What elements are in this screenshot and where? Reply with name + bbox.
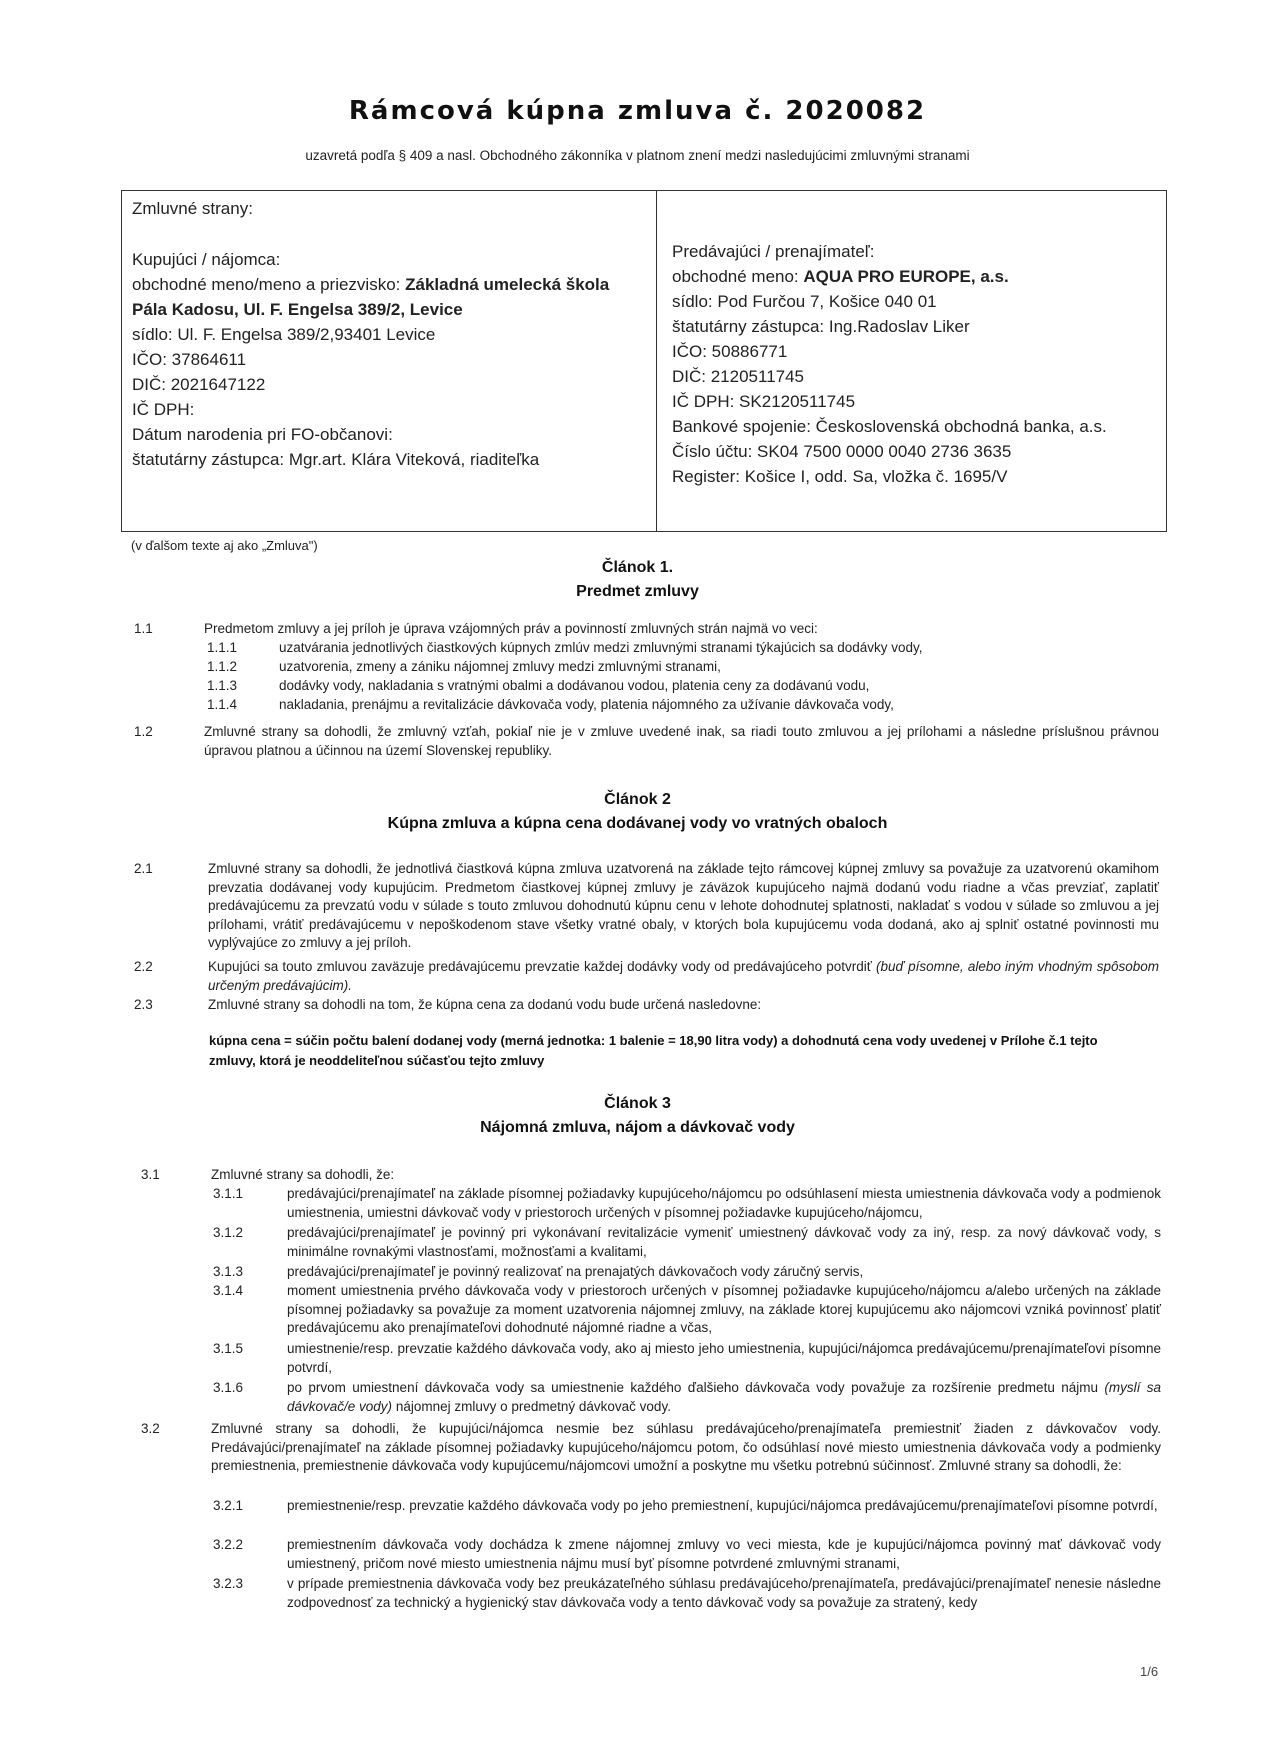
sub-clause-number: 3.2.3 <box>213 1576 244 1591</box>
buyer-ic-dph: IČ DPH: <box>132 400 195 419</box>
sub-clause-1-1-4 <box>207 696 1144 716</box>
sub-clause-text-end: nájomnej zmluvy o predmetný dávkovač vody. <box>392 1398 671 1414</box>
sub-clause-number: 1.1.1 <box>207 640 238 655</box>
buyer-role: Kupujúci / nájomca: <box>132 250 281 269</box>
zmluva-note: (v ďalšom texte aj ako „Zmluva") <box>131 538 318 553</box>
clause-number: 2.1 <box>134 861 153 876</box>
sub-clause-number: 3.1.4 <box>213 1283 244 1298</box>
buyer-block <box>132 247 642 472</box>
buyer-seat: sídlo: Ul. F. Engelsa 389/2,93401 Levice <box>132 325 436 344</box>
sub-clause-text: predávajúci/prenajímateľ je povinný pri vykonávaní revitalizácie vymeniť umiestnený dávkovač vody za iný, resp. za nový dávkovač vody, s minimálne rovnakými vlastnosťami, možnosťami a kvalitami, <box>287 1225 1161 1259</box>
clause-number: 2.3 <box>134 997 153 1012</box>
seller-seat: sídlo: Pod Furčou 7, Košice 040 01 <box>672 292 937 311</box>
parties-table <box>121 190 1167 532</box>
price-formula: kúpna cena = súčin počtu balení dodanej vody (merná jednotka: 1 balenie = 18,90 litra vody) a dohodnutá cena vody uvedenej v Prílohe č.1 tejto zmluvy, ktorá je neoddeliteľnou súčasťou tejto zmluvy <box>209 1033 1098 1068</box>
sub-clause-text: dodávky vody, nakladania s vratnými obalmi a dodávanou vodou, platenia ceny za dodávanú vodu, <box>279 678 870 693</box>
sub-clause-number: 1.1.4 <box>207 697 238 712</box>
sub-clause-3-1-6 <box>213 1379 1161 1417</box>
clause-number: 3.2 <box>141 1421 160 1436</box>
sub-clause-number: 1.1.2 <box>207 659 238 674</box>
buyer-name-line-2 <box>132 297 642 322</box>
sub-clause-3-1-4 <box>213 1282 1161 1340</box>
sub-clause-text: v prípade premiestnenia dávkovača vody bez preukázateľného súhlasu predávajúceho/prenajímateľa, predávajúci/prenajímateľ nenesie následne zodpovednosť za technický a hygienický stav dávkovača vody a tento dávkovač vody sa považuje za stratený, kedy <box>287 1576 1161 1610</box>
clause-text-main: Kupujúci sa touto zmluvou zaväzuje predávajúcemu prevzatie každej dodávky vody od predávajúceho potvrdiť <box>208 959 877 974</box>
sub-clause-3-2-2 <box>213 1536 1161 1574</box>
seller-block <box>672 239 1162 489</box>
sub-clause-text: moment umiestnenia prvého dávkovača vody v priestoroch určených v písomnej požiadavke kupujúceho/nájomcu a/alebo určených na základe písomnej požiadavky sa považuje za moment uzatvorenia nájomnej zmluvy, na základe ktorej kupujúcemu ako nájomcovi vzniká povinnosť platiť predávajúcemu ako prenajímateľovi dohodnuté nájomné riadne a včas, <box>287 1283 1161 1335</box>
sub-clause-text: nakladania, prenájmu a revitalizácie dávkovača vody, platenia nájomného za užívanie dávkovača vody, <box>279 697 894 712</box>
clause-text <box>208 958 1159 995</box>
clause-number: 2.2 <box>134 959 153 974</box>
clause-text: Zmluvné strany sa dohodli, že kupujúci/nájomca nesmie bez súhlasu predávajúceho/prenajímateľa premiestniť žiaden z dávkovačov vody. Predávajúci/prenajímateľ na základe písomnej požiadavky kupujúceho/nájomcu potom, čo odsúhlasí nové miesto umiestnenia dávkovača vody a podmienky premiestnenia, premiestnenie dávkovača vody kupujúcemu/nájomcovi umožní a poskytne mu všetku potrebnú súčinnosť. Zmluvné strany sa dohodli, že: <box>211 1421 1161 1473</box>
sub-clause-text: premiestnenie/resp. prevzatie každého dávkovača vody po jeho premiestnení, kupujúci/nájomca predávajúcemu/prenajímateľovi písomne potvrdí, <box>287 1498 1158 1513</box>
sub-clause-text: uzatvárania jednotlivých čiastkových kúpnych zmlúv medzi zmluvnými stranami týkajúcich sa dodávky vody, <box>279 640 923 655</box>
clause-text: Zmluvné strany sa dohodli na tom, že kúpna cena za dodanú vodu bude určená nasledovne: <box>208 997 762 1012</box>
clause-number: 3.1 <box>141 1167 160 1182</box>
clause-text: Predmetom zmluvy a jej príloh je úprava vzájomných práv a povinností zmluvných strán najmä vo veci: <box>204 621 818 636</box>
sub-clause-text-italic: (myslí sa dávkovač/e vody) <box>287 1380 1162 1414</box>
sub-clause-number: 3.1.6 <box>213 1380 244 1395</box>
sub-clause-number: 3.1.5 <box>213 1341 244 1356</box>
sub-clause-3-1-3 <box>213 1263 1161 1283</box>
sub-clause-1-1-1 <box>207 639 1144 659</box>
article-1-title: Predmet zmluvy <box>576 583 699 600</box>
article-2-title: Kúpna zmluva a kúpna cena dodávanej vody vo vratných obaloch <box>387 815 888 832</box>
sub-clause-text: premiestnením dávkovača vody dochádza k zmene nájomnej zmluvy vo veci miesta, kde je kupujúci/nájomca povinný mať dávkovač vody umiestnený, pričom nové miesto umiestnenia nájmu musí byť písomne potvrdené zmluvnými stranami, <box>287 1537 1161 1571</box>
buyer-name-label: obchodné meno/meno a priezvisko: <box>132 275 406 294</box>
sub-clause-3-2-1 <box>213 1497 1161 1535</box>
article-3-title: Nájomná zmluva, nájom a dávkovač vody <box>480 1119 795 1136</box>
clause-2-3 <box>134 996 1159 1016</box>
seller-ic-dph: IČ DPH: SK2120511745 <box>672 392 856 411</box>
sub-clause-number: 3.1.2 <box>213 1225 244 1240</box>
article-1-heading: Článok 1. <box>601 559 674 576</box>
sub-clause-number: 3.1.1 <box>213 1186 244 1201</box>
seller-account: Číslo účtu: SK04 7500 0000 0040 2736 3635 <box>672 442 1012 461</box>
clause-3-1 <box>141 1166 1161 1186</box>
sub-clause-text: predávajúci/prenajímateľ je povinný realizovať na prenajatých dávkovačoch vody záručný servis, <box>287 1264 864 1279</box>
sub-clause-3-2-3 <box>213 1575 1161 1613</box>
buyer-name-value-2: Pála Kadosu, Ul. F. Engelsa 389/2, Levice <box>132 300 463 319</box>
buyer-name-line <box>132 272 642 297</box>
buyer-birth-date: Dátum narodenia pri FO-občanovi: <box>132 425 393 444</box>
clause-1-2 <box>134 723 1159 763</box>
clause-3-2 <box>141 1420 1161 1496</box>
parties-divider <box>656 191 657 531</box>
buyer-dic: DIČ: 2021647122 <box>132 375 266 394</box>
page-number: 1/6 <box>1140 1664 1159 1679</box>
buyer-name-value: Základná umelecká škola <box>405 275 610 294</box>
clause-text: Zmluvné strany sa dohodli, že zmluvný vzťah, pokiaľ nie je v zmluve uvedené inak, sa riadi touto zmluvou a jej prílohami a následne príslušnou právnou úpravou platnou a účinnou na území Slovenskej republiky. <box>204 724 1159 758</box>
sub-clause-number: 3.2.2 <box>213 1537 244 1552</box>
clause-text: Zmluvné strany sa dohodli, že: <box>211 1167 395 1182</box>
buyer-ico: IČO: 37864611 <box>132 350 247 369</box>
sub-clause-1-1-2 <box>207 658 1144 678</box>
seller-name-line <box>672 264 1162 289</box>
seller-name-label: obchodné meno: <box>672 267 804 286</box>
sub-clause-text: predávajúci/prenajímateľ na základe písomnej požiadavky kupujúceho/nájomcu po odsúhlasení miesta umiestnenia dávkovača vody a podmienok umiestnenia, umiestni dávkovač vody v priestoroch určených v písomnej požiadavke kupujúceho/nájomcu, <box>287 1186 1161 1220</box>
seller-bank: Bankové spojenie: Československá obchodná banka, a.s. <box>672 417 1107 436</box>
article-2-heading: Článok 2 <box>604 791 671 808</box>
sub-clause-3-1-1 <box>213 1185 1161 1223</box>
sub-clause-number: 1.1.3 <box>207 678 238 693</box>
article-3-heading: Článok 3 <box>604 1095 671 1112</box>
sub-clause-3-1-5 <box>213 1340 1161 1378</box>
sub-clause-text <box>287 1379 1161 1416</box>
buyer-representative: štatutárny zástupca: Mgr.art. Klára Viteková, riaditeľka <box>132 450 540 469</box>
seller-representative: štatutárny zástupca: Ing.Radoslav Liker <box>672 317 970 336</box>
sub-clause-text: uzatvorenia, zmeny a zániku nájomnej zmluvy medzi zmluvnými stranami, <box>279 659 721 674</box>
document-subtitle: uzavretá podľa § 409 a nasl. Obchodného zákonníka v platnom znení medzi nasledujúcimi zmluvnými stranami <box>305 148 970 163</box>
seller-role: Predávajúci / prenajímateľ: <box>672 242 875 261</box>
seller-ico: IČO: 50886771 <box>672 342 788 361</box>
clause-number: 1.2 <box>134 724 153 739</box>
clause-2-2 <box>134 958 1159 998</box>
clause-2-1 <box>134 860 1159 960</box>
seller-register: Register: Košice I, odd. Sa, vložka č. 1695/V <box>672 467 1008 486</box>
sub-clause-number: 3.1.3 <box>213 1264 244 1279</box>
sub-clause-number: 3.2.1 <box>213 1498 244 1513</box>
sub-clause-text: umiestnenie/resp. prevzatie každého dávkovača vody, ako aj miesto jeho umiestnenia, kupujúci/nájomca predávajúcemu/prenajímateľovi písomne potvrdí, <box>287 1341 1161 1375</box>
clause-text: Zmluvné strany sa dohodli, že jednotlivá čiastková kúpna zmluva uzatvorená na základe tejto rámcovej kúpnej zmluvy sa považuje za uzatvorenú okamihom prevzatia dodávanej vody kupujúcim. Predmetom čiastkovej kúpnej zmluvy je záväzok kupujúceho najmä dodanú vodu riadne a včas prevziať, zaplatiť predávajúcemu za prevzatú vodu v súlade s touto zmluvou dohodnutú kúpnu cenu v lehote dohodnutej splatnosti, nakladať s vodou v súlade so zmluvou a jej prílohami, vrátiť predávajúcemu v nepoškodenom stave všetky vratné obaly, v ktorých bola kupujúcemu voda dodaná, ako aj splniť ostatné povinnosti mu vyplývajúce zo zmluvy a jej príloh. <box>208 861 1159 950</box>
clause-text-italic: (buď písomne, alebo iným vhodným spôsobom určeným predávajúcim). <box>208 959 1159 993</box>
clause-number: 1.1 <box>134 621 153 636</box>
sub-clause-3-1-2 <box>213 1224 1161 1262</box>
document-title: Rámcová kúpna zmluva č. 2020082 <box>348 96 927 126</box>
clause-1-1 <box>134 620 1144 640</box>
seller-dic: DIČ: 2120511745 <box>672 367 805 386</box>
parties-heading: Zmluvné strany: <box>132 199 253 218</box>
sub-clause-text-main: po prvom umiestnení dávkovača vody sa umiestnenie každého ďalšieho dávkovača vody považuje za rozšírenie predmetu nájmu <box>287 1380 1105 1395</box>
seller-name-value: AQUA PRO EUROPE, a.s. <box>803 267 1009 286</box>
sub-clause-1-1-3 <box>207 677 1144 697</box>
